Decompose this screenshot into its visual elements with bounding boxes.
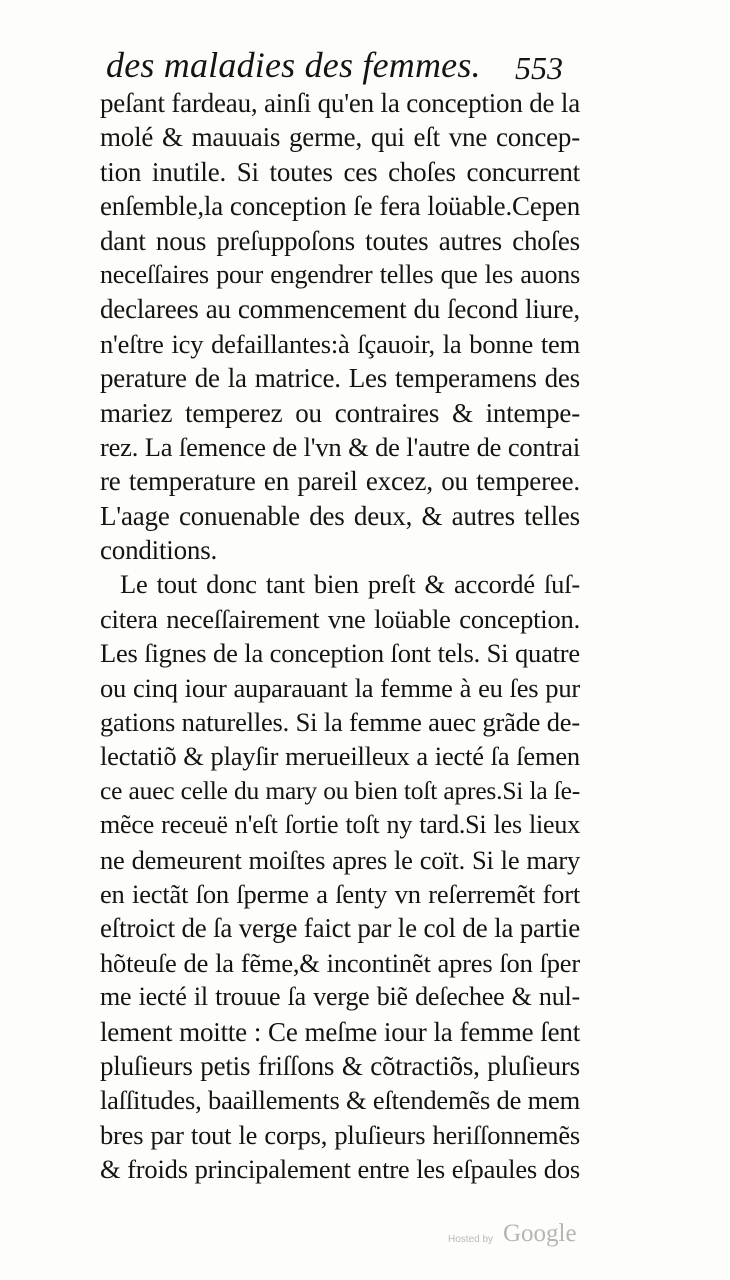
text-line: en iectãt ſon ſperme a ſenty vn reſerremẽt fort — [100, 878, 580, 909]
text-line: lement moitte : Ce meſme iour la femme ſent — [100, 1016, 580, 1047]
text-line: molé & mauuais germe, qui eſt vne concep- — [100, 122, 580, 153]
text-line: tion inutile. Si toutes ces choſes concurrent — [100, 156, 580, 187]
text-line-paragraph-end: conditions. — [100, 535, 218, 566]
running-title: des maladies des femmes. — [106, 45, 481, 85]
text-line: rez. La ſemence de l'vn & de l'autre de contrai — [100, 431, 580, 462]
text-line: neceſſaires pour engendrer telles que les auons — [100, 259, 580, 289]
google-logo-text: Google — [503, 1220, 577, 1247]
text-line: perature de la matrice. Les temperamens des — [100, 363, 580, 394]
text-line: eſtroict de ſa verge faict par le col de la partie — [100, 913, 580, 944]
text-line: citera neceſſairement vne loüable conception. — [100, 603, 580, 634]
text-line: & froids principalement entre les eſpaules dos — [100, 1154, 580, 1185]
text-line: L'aage conuenable des deux, & autres telles — [100, 500, 580, 531]
google-watermark — [448, 1220, 608, 1250]
text-line: laſſitudes, baaillements & eſtendemẽs de mem — [100, 1085, 580, 1116]
text-line: lectatiõ & playſir merueilleux a iecté ſa ſemen — [100, 741, 580, 772]
body-text — [100, 86, 580, 1187]
text-line: n'eſtre icy defaillantes:à ſçauoir, la bonne tem — [100, 328, 580, 359]
text-line: hõteuſe de la fẽme,& incontinẽt apres ſon ſper — [100, 947, 580, 978]
text-line: Les ſignes de la conception ſont tels. Si quatre — [100, 638, 580, 669]
page-number: 553 — [515, 50, 563, 86]
text-line: pluſieurs petis friſſons & cõtractiõs, pluſieurs — [100, 1050, 580, 1081]
text-line: gations naturelles. Si la femme auec grãde de- — [100, 707, 580, 738]
text-line: peſant fardeau, ainſi qu'en la conception de la — [100, 88, 580, 118]
text-line: dant nous preſuppoſons toutes autres choſes — [100, 225, 580, 256]
text-line: mẽce receuë n'eſt ſortie toſt ny tard.Si les lieux — [100, 810, 580, 840]
text-line: mariez temperez ou contraires & intempe- — [100, 397, 580, 428]
text-line: enſemble,la conception ſe fera loüable.Cepen — [100, 191, 580, 222]
running-head — [100, 44, 580, 88]
text-line: me iecté il trouue ſa verge biẽ deſechee & nul- — [100, 982, 580, 1012]
text-line: declarees au commencement du ſecond liure, — [100, 294, 580, 325]
text-line: ou cinq iour auparauant la femme à eu ſes pur — [100, 672, 580, 703]
text-line: ne demeurent moiſtes apres le coït. Si le mary — [100, 844, 580, 875]
text-line-paragraph-start: Le tout donc tant bien preſt & accordé ſuſ- — [120, 569, 580, 600]
text-line: ce auec celle du mary ou bien toſt apres.Si la ſe- — [100, 775, 580, 805]
text-line: re temperature en pareil excez, ou temperee. — [100, 466, 580, 497]
text-line: bres par tout le corps, pluſieurs heriſſonnemẽs — [100, 1119, 580, 1150]
hosted-by-label: Hosted by — [448, 1234, 494, 1245]
